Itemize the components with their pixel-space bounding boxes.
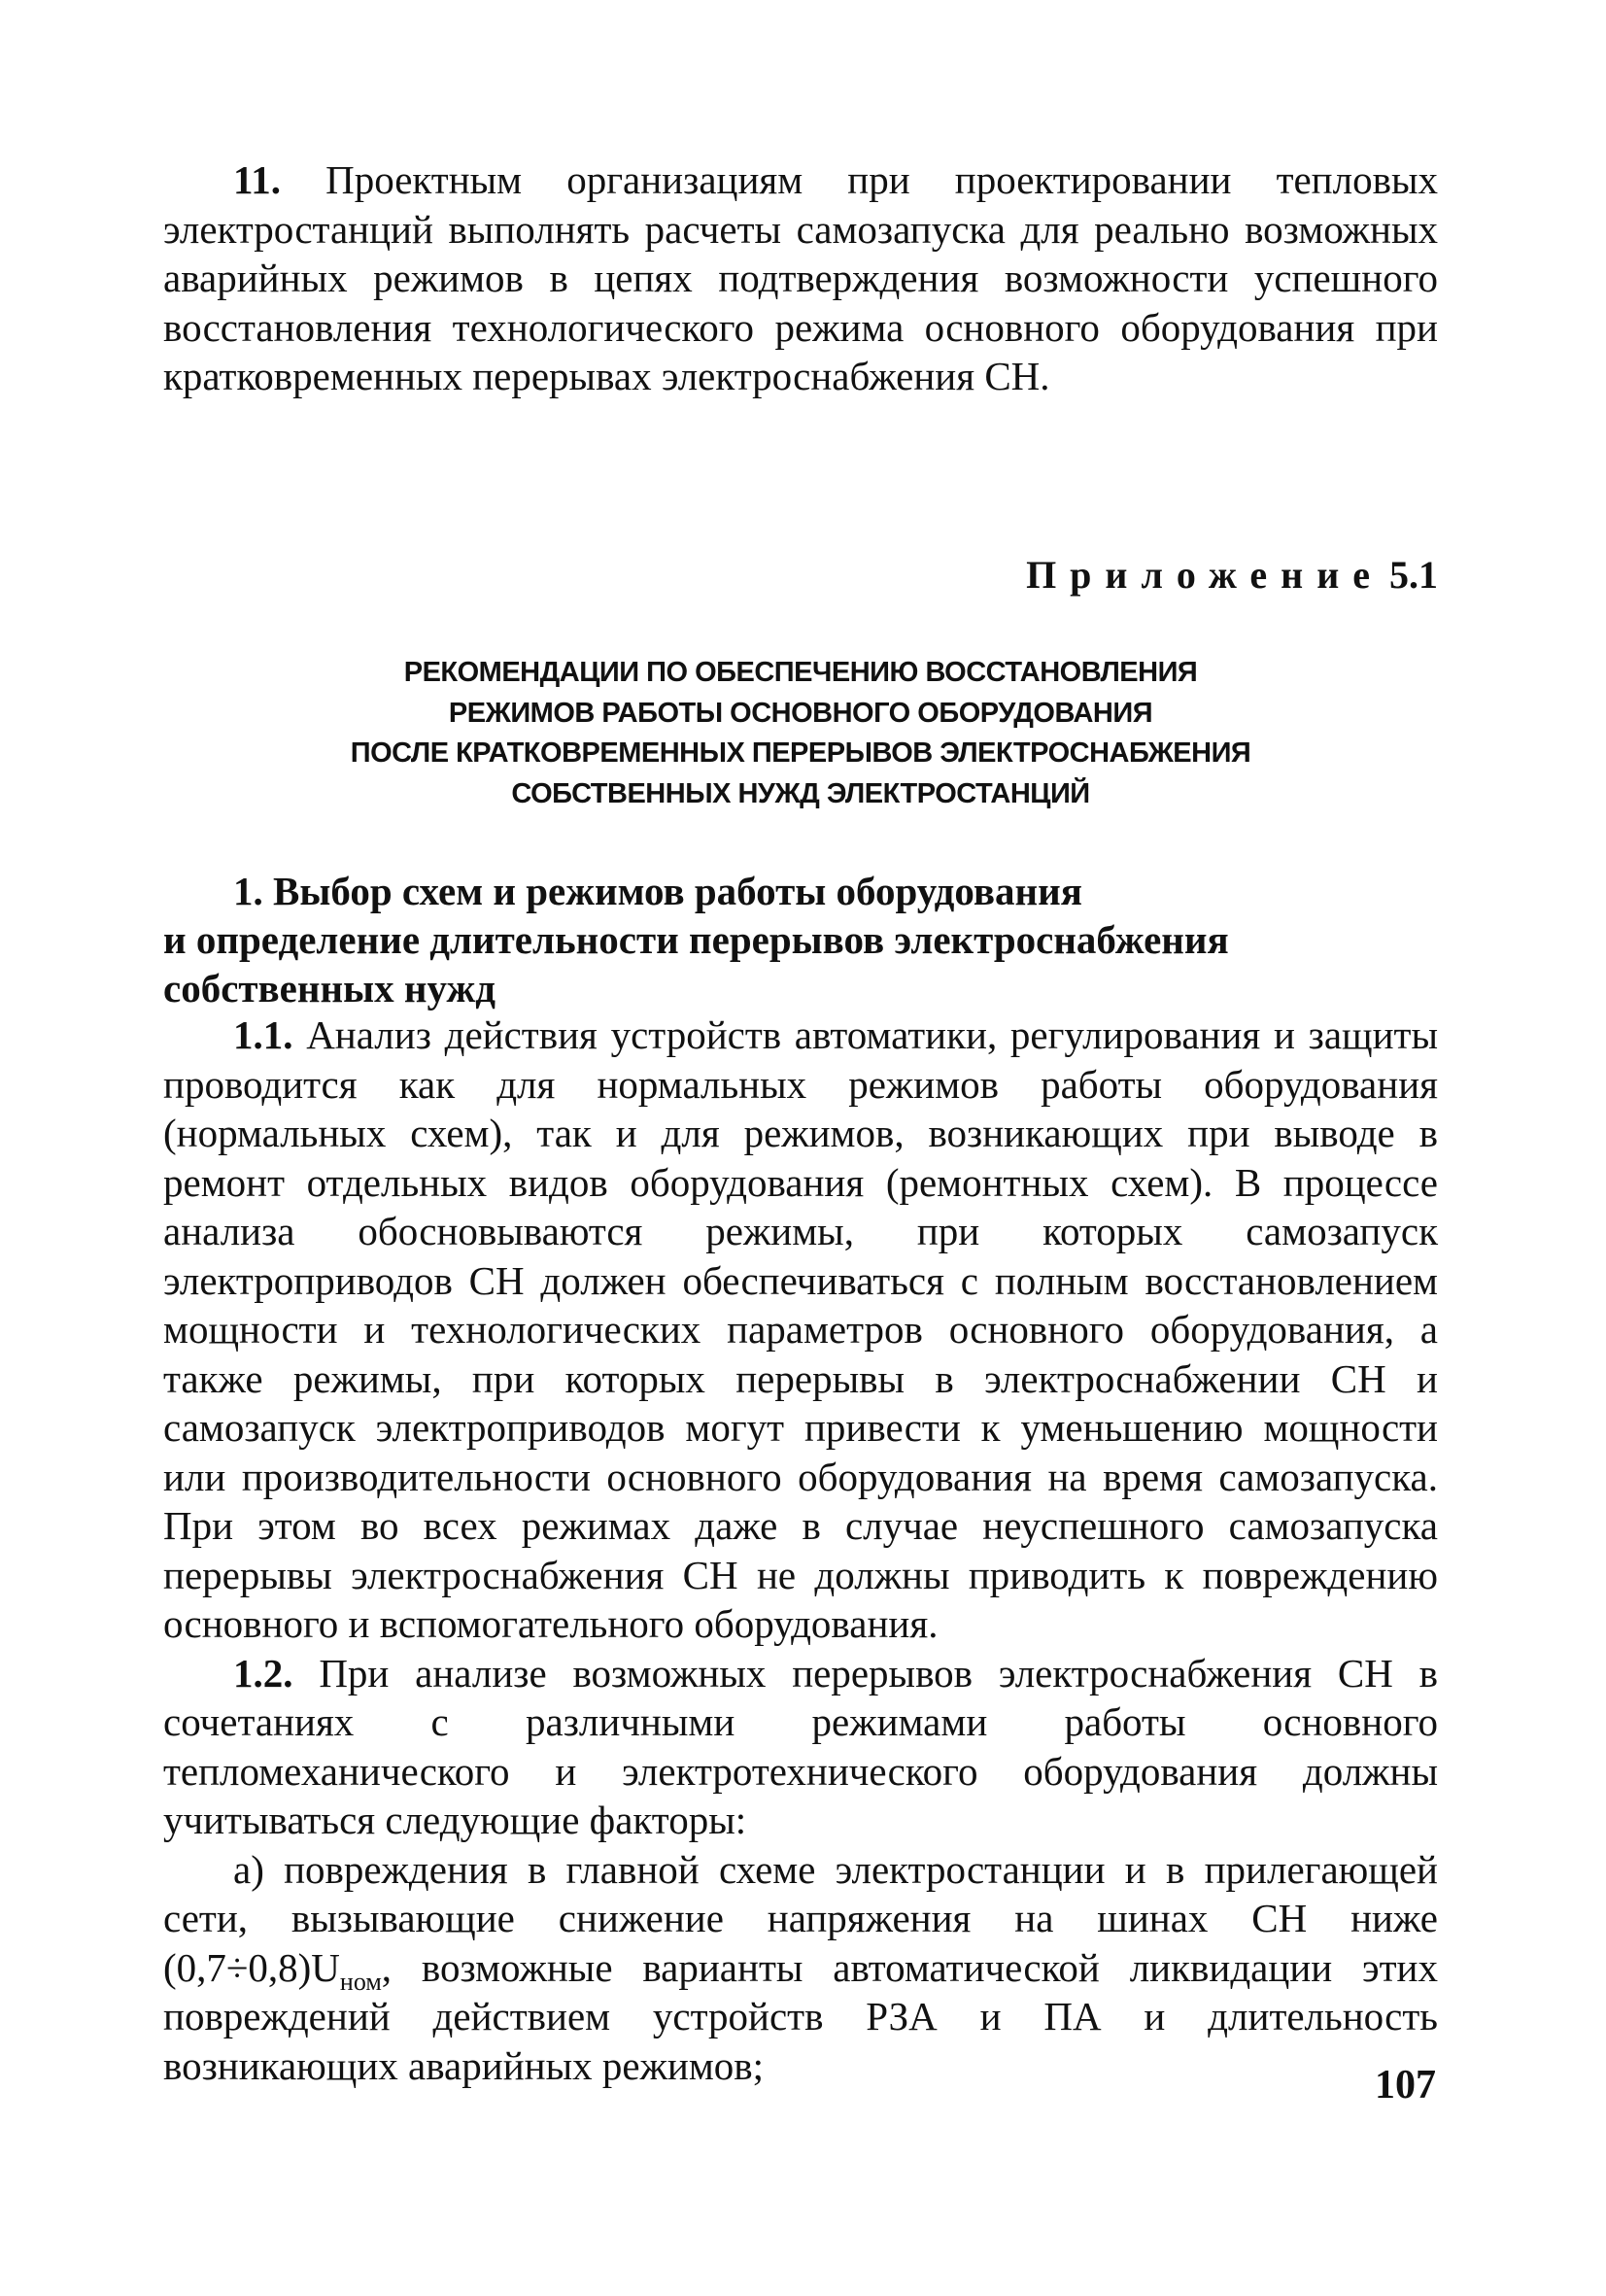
paragraph-text: Проектным организациям при проектировании тепловых электростанций выполнять расчеты самозапуска для реально возможных аварийных режимов в цепях подтверждения возможности успешного восстановления технологического режима основного оборудования при кратковременных перерывах электроснабжения СН.	[163, 157, 1438, 398]
paragraph-text: Анализ действия устройств автоматики, регулирования и защиты проводится как для нормальных режимов работы оборудования (нормальных схем), так и для режимов, возникающих при выводе в ремонт отдельных видов оборудования (ремонтных схем). В процессе анализа обосновываются режимы, при которых самозапуск электроприводов СН должен обеспечиваться с полным восстановлением мощности и технологических параметров основного оборудования, а также режимы, при которых перерывы в электроснабжении СН и самозапуск электроприводов могут привести к уменьшению мощности или производительности основного оборудования на время самозапуска. При этом во всех режимах даже в случае неуспешного самозапуска перерывы электроснабжения СН не должны приводить к повреждению основного и вспомогательного оборудования.	[163, 1012, 1438, 1646]
appendix-number: 5.1	[1389, 553, 1438, 597]
paragraph-text: При анализе возможных перерывов электроснабжения СН в сочетаниях с различными режимами работы основного тепломеханического и электротехнического оборудования должны учитываться следующие факторы:	[163, 1650, 1438, 1842]
document-title	[163, 653, 1438, 814]
list-item-a	[163, 1845, 1438, 2091]
title-line: СОБСТВЕННЫХ НУЖД ЭЛЕКТРОСТАНЦИЙ	[511, 777, 1090, 809]
nominal-subscript: ном	[339, 1967, 382, 1996]
paragraph-11	[163, 155, 1438, 401]
title-line: РЕКОМЕНДАЦИИ ПО ОБЕСПЕЧЕНИЮ ВОССТАНОВЛЕНИЯ	[403, 657, 1198, 688]
title-line: РЕЖИМОВ РАБОТЫ ОСНОВНОГО ОБОРУДОВАНИЯ	[448, 697, 1153, 729]
paragraph-number: 1.1.	[233, 1012, 293, 1057]
paragraph-number: 11.	[233, 157, 281, 202]
section-heading-line1: 1. Выбор схем и режимов работы оборудования	[233, 869, 1082, 913]
paragraph-1-2	[163, 1649, 1438, 1845]
title-line: ПОСЛЕ КРАТКОВРЕМЕННЫХ ПЕРЕРЫВОВ ЭЛЕКТРОСНАБЖЕНИЯ	[350, 737, 1251, 769]
page-number: 107	[1375, 2063, 1436, 2108]
item-text-after: , возможные варианты автоматической ликвидации этих повреждений действием устройств РЗА и ПА и длительность возникающих аварийных режимов;	[163, 1944, 1438, 2088]
section-heading-rest: и определение длительности перерывов электроснабжения собственных нужд	[163, 917, 1229, 1011]
paragraph-1-1	[163, 1011, 1438, 1649]
paragraph-number: 1.2.	[233, 1650, 293, 1696]
main-text	[163, 1011, 1438, 2090]
section-heading	[163, 867, 1438, 1012]
appendix-label	[1026, 552, 1438, 598]
item-text-before: а) повреждения в главной схеме электростанции и в прилегающей сети, вызывающие снижение напряжения на шинах СН ниже (0,7÷0,8)U	[163, 1846, 1438, 1990]
appendix-word: Приложение	[1026, 553, 1384, 597]
